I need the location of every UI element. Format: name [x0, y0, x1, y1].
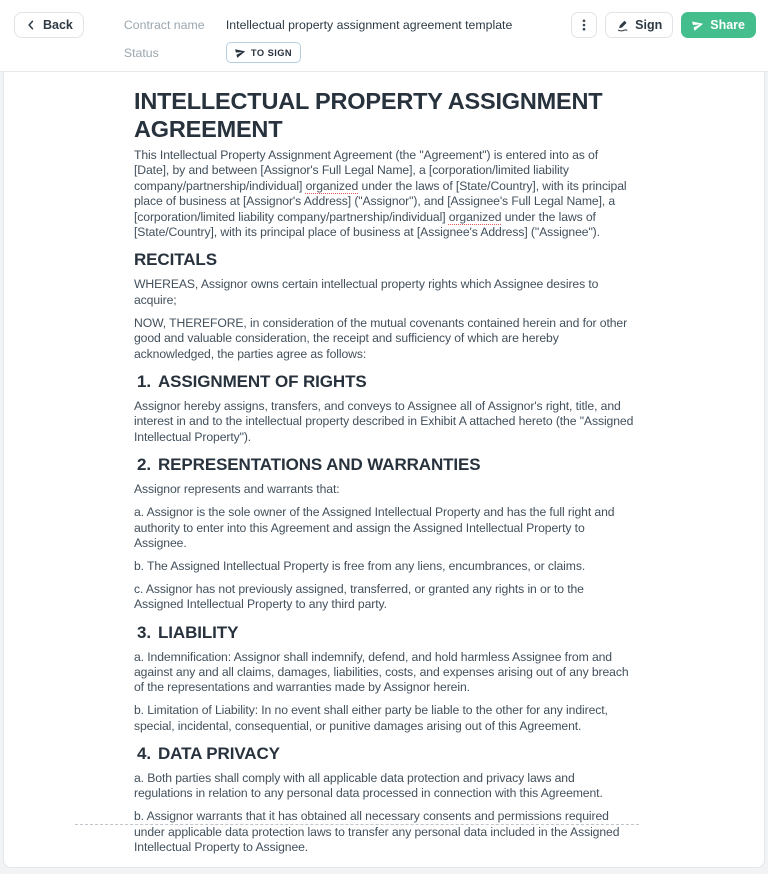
page-break-divider: [75, 824, 639, 825]
status-badge: [226, 42, 301, 63]
contract-name-value: Intellectual property assignment agreement template: [225, 18, 513, 32]
misspelled-word: organized: [305, 178, 359, 193]
chevron-left-icon: [25, 19, 37, 31]
section-number: 3.: [137, 622, 151, 642]
document-paragraph: a. Assignor is the sole owner of the Assigned Intellectual Property and has the full right and authority to enter into this Agreement and assign the Assigned Intellectual Property to Assignee.: [134, 505, 615, 550]
document-paragraph: Assignor represents and warrants that:: [134, 482, 340, 497]
document-paragraph: a. Indemnification: Assignor shall indemnify, defend, and hold harmless Assignee from and against any and all claims, damages, liabilities, costs, and expenses arising out of any breach of the representations and warranties made by Assignor herein.: [134, 649, 629, 695]
section-number: 4.: [137, 744, 151, 764]
contract-header: [0, 0, 768, 72]
share-button-label: Share: [710, 18, 745, 32]
document-paragraph: c. Assignor has not previously assigned, transferred, or granted any rights in or to the Assigned Intellectual Property to any third party.: [134, 581, 584, 612]
document-paragraph: WHEREAS, Assignor owns certain intellectual property rights which Assignee desires to acquire;: [134, 277, 599, 307]
section-heading: [134, 744, 634, 764]
document-paragraph: b. Limitation of Liability: In no event shall either party be liable to the other for any indirect, special, incidental, consequential, or punitive damages arising out of this Agreement.: [134, 703, 608, 733]
sign-button-label: Sign: [635, 18, 663, 32]
sign-button[interactable]: [605, 12, 673, 38]
document-paragraph: a. Both parties shall comply with all applicable data protection and privacy laws and regulations in relation to any personal data processed in connection with this Agreement.: [134, 771, 603, 801]
contract-name-label: Contract name: [123, 18, 205, 32]
section-number: 2.: [137, 455, 151, 475]
section-heading: [134, 250, 634, 270]
document-paragraph: b. The Assigned Intellectual Property is free from any liens, encumbrances, or claims.: [134, 558, 586, 573]
misspelled-word: organized: [448, 209, 502, 224]
section-heading-text: ASSIGNMENT OF RIGHTS: [158, 371, 367, 391]
section-heading: [134, 455, 634, 475]
section-heading-text: LIABILITY: [158, 622, 239, 642]
section-heading-text: RECITALS: [134, 250, 217, 270]
document-content: [134, 72, 634, 856]
section-heading: [134, 623, 634, 643]
document-paragraph: NOW, THEREFORE, in consideration of the mutual covenants contained herein and for other good and valuable consideration, the receipt and sufficiency of which are hereby acknowledged, the parties agree as follows:: [134, 315, 628, 361]
document-paragraph: Assignor hereby assigns, transfers, and conveys to Assignee all of Assignor's right, title, and interest in and to the intellectual property described in Exhibit A attached hereto (the "Assigned Intellectual Property").: [134, 398, 634, 444]
back-button-label: Back: [43, 18, 73, 32]
share-button[interactable]: [681, 12, 756, 38]
paper-plane-icon: [234, 46, 247, 59]
document-paragraph: b. Assignor warrants that it has obtained all necessary consents and permissions required under applicable data protection laws to transfer any personal data included in the Assigned Intellectual Property to Assignee.: [134, 809, 634, 855]
back-button[interactable]: [14, 12, 84, 38]
document-page[interactable]: [3, 72, 765, 868]
document-title: INTELLECTUAL PROPERTY ASSIGNMENT AGREEMENT: [134, 88, 603, 142]
intro-paragraph: This Intellectual Property Assignment Agreement (the "Agreement") is entered into as of [Date], by and between [Assignor's Full Legal Name], a [corporation/limited liability company/partnership/individual] organized under the laws of [State/Country], with its principal place of business at [Assignor's Address] ("Assignor"), and [Assignee's Full Legal Name], a [corporation/limited liability company/partnership/individual] organized under the laws of [State/Country], with its principal place of business at [Assignee's Address] ("Assignee").: [134, 148, 627, 240]
section-heading: [134, 372, 634, 392]
section-heading-text: DATA PRIVACY: [158, 744, 280, 764]
kebab-menu-icon: [577, 18, 591, 32]
status-label: Status: [123, 45, 159, 60]
section-heading-text: REPRESENTATIONS AND WARRANTIES: [158, 455, 481, 475]
header-actions: [571, 12, 756, 38]
more-options-button[interactable]: [571, 12, 597, 38]
section-number: 1.: [137, 371, 151, 391]
signature-pen-icon: [616, 19, 629, 32]
contract-meta: [124, 12, 571, 63]
document-sections: [134, 250, 634, 855]
paper-plane-icon: [691, 18, 706, 33]
status-badge-label: TO SIGN: [250, 47, 293, 58]
